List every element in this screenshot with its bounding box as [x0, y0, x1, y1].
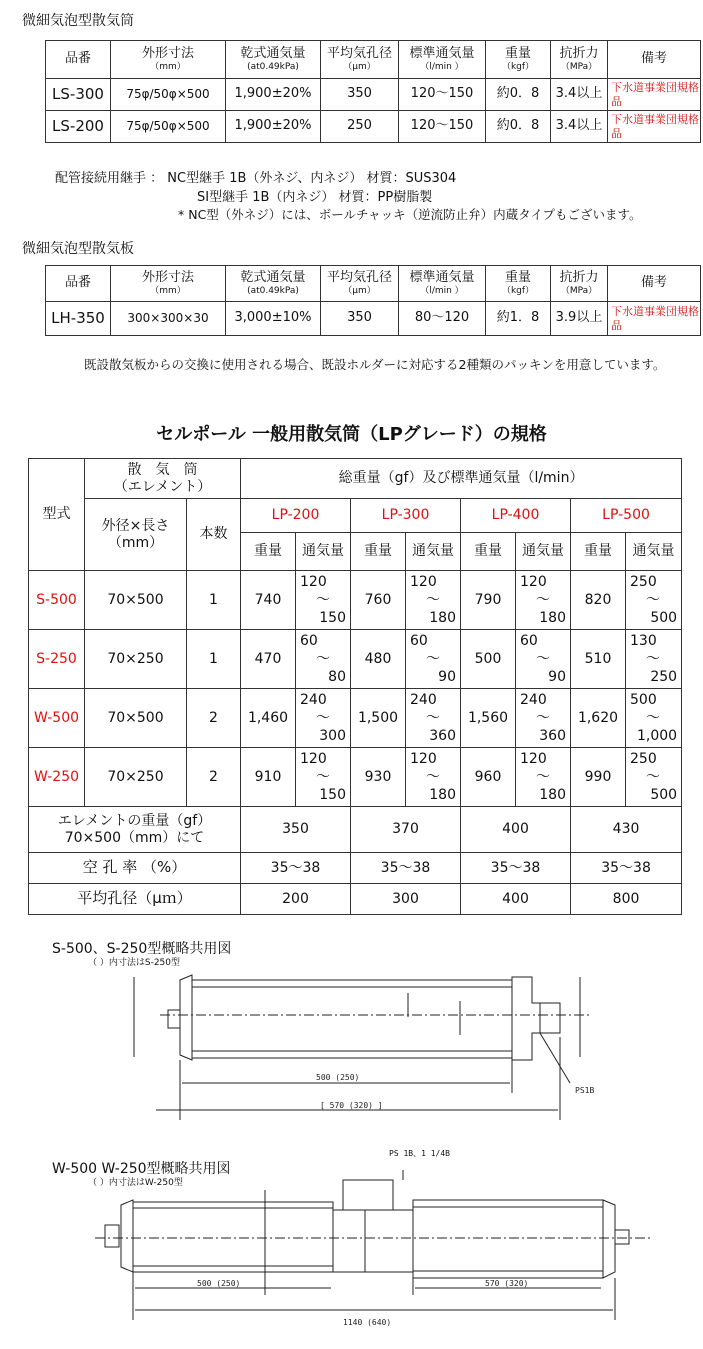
table-row [46, 79, 701, 111]
cell-type: S-500 [29, 571, 85, 630]
header-std-unit: （l/min ） [420, 285, 464, 296]
cell-pore: 350 [321, 79, 399, 111]
flow-sep: ～ [316, 769, 330, 785]
header-strength-unit: （MPa） [560, 61, 598, 72]
cell-weight: 790 [461, 571, 516, 630]
flow-min: 120 [410, 574, 437, 590]
pore-size-lp200: 200 [241, 884, 351, 915]
flow-min: 250 [630, 751, 657, 767]
flow-min: 120 [410, 751, 437, 767]
header-model: 品番 [46, 41, 111, 79]
table-row [29, 884, 682, 915]
header-element-sub: （エレメント） [113, 478, 212, 495]
flow-min: 120 [300, 751, 327, 767]
header-count: 本数 [187, 499, 241, 571]
header-dry-flow: 乾式通気量 [240, 45, 306, 61]
cell-strength: 3.4以上 [551, 111, 608, 143]
header-element: 散 気 筒 [127, 462, 198, 479]
cell-note: 下水道事業団規格品 [608, 79, 701, 111]
fine-bubble-plate-table [45, 265, 701, 336]
section-title-diffuser-tube: 微細気泡型散気筒 [22, 13, 134, 29]
cell-weight: 500 [461, 630, 516, 689]
element-weight-lp500: 430 [571, 807, 682, 853]
table-header-row [46, 41, 701, 79]
cell-flow [296, 689, 351, 748]
cell-size: 70×250 [85, 748, 187, 807]
cell-dry: 3,000±10% [226, 302, 321, 336]
section-title-diffuser-plate: 微細気泡型散気板 [22, 241, 134, 257]
joint-line-2: SI型継手 1B（内ネジ） 材質：PP樹脂製 [197, 190, 433, 205]
cell-flow [516, 630, 571, 689]
cell-count: 1 [187, 571, 241, 630]
flow-min: 240 [300, 692, 327, 708]
header-strength-unit: （MPa） [560, 285, 598, 296]
cell-strength: 3.4以上 [551, 79, 608, 111]
header-pore-unit: （μm） [343, 285, 376, 296]
flow-sep: ～ [646, 651, 660, 667]
header-std-flow: 標準通気量 [409, 269, 475, 285]
flow-min: 240 [410, 692, 437, 708]
flow-min: 60 [300, 633, 318, 649]
drawing2-port: PS 1B、1 1/4B [389, 1149, 450, 1158]
cell-weight: 990 [571, 748, 626, 807]
cell-flow [406, 571, 461, 630]
table-row [29, 689, 682, 748]
flow-min: 130 [630, 633, 657, 649]
cell-weight: 約0．8 [486, 111, 551, 143]
cell-weight: 760 [351, 571, 406, 630]
porosity-label: 空 孔 率 （%） [29, 853, 241, 884]
cell-pore: 350 [321, 302, 399, 336]
lp-grade-table [28, 458, 682, 915]
flow-max: 500 [650, 610, 678, 626]
table-row [29, 571, 682, 630]
flow-min: 120 [300, 574, 327, 590]
cell-flow [516, 748, 571, 807]
header-note: 備考 [608, 266, 701, 302]
table-row [46, 111, 701, 143]
cell-count: 2 [187, 748, 241, 807]
flow-max: 90 [438, 669, 456, 685]
table-header-row [46, 266, 701, 302]
element-weight-lp200: 350 [241, 807, 351, 853]
drawing2-subtitle: （ ）内寸法はW-250型 [88, 1178, 183, 1188]
header-strength: 抗折力 [559, 45, 599, 61]
drawing1-dim-total: [ 570 (320) ] [320, 1101, 383, 1110]
flow-min: 60 [410, 633, 428, 649]
header-flow: 通気量 [516, 533, 571, 571]
header-weight: 重量 [461, 533, 516, 571]
porosity-lp400: 35～38 [461, 853, 571, 884]
flow-max: 180 [429, 787, 456, 803]
header-flow: 通気量 [296, 533, 351, 571]
pore-size-lp400: 400 [461, 884, 571, 915]
flow-max: 150 [319, 787, 346, 803]
flow-sep: ～ [536, 710, 550, 726]
flow-max: 180 [429, 610, 456, 626]
flow-sep: ～ [316, 592, 330, 608]
flow-min: 120 [520, 574, 547, 590]
cell-flow [516, 689, 571, 748]
cell-dim: 75φ/50φ×500 [111, 79, 226, 111]
drawing1-dim-inner: 500 (250) [316, 1073, 360, 1082]
cell-type: S-250 [29, 630, 85, 689]
drawing1-title: S-500、S-250型概略共用図 [52, 941, 232, 957]
joint-line-3: * NC型（外ネジ）には、ボールチャッキ（逆流防止弁）内蔵タイプもございます。 [178, 207, 642, 222]
flow-sep: ～ [536, 592, 550, 608]
header-pore-unit: （μm） [343, 61, 376, 72]
element-weight-label-sub: 70×500（mm）にて [64, 829, 205, 846]
flow-sep: ～ [316, 651, 330, 667]
cell-dry: 1,900±20% [226, 79, 321, 111]
header-od-unit: （mm） [107, 534, 164, 551]
cell-dim: 75φ/50φ×500 [111, 111, 226, 143]
cell-weight: 820 [571, 571, 626, 630]
flow-max: 90 [548, 669, 566, 685]
cell-flow [296, 630, 351, 689]
header-weight: 重量 [351, 533, 406, 571]
cell-weight: 約1．8 [486, 302, 551, 336]
table-row [46, 302, 701, 336]
porosity-lp300: 35～38 [351, 853, 461, 884]
grade-lp300: LP-300 [351, 499, 461, 533]
flow-sep: ～ [316, 710, 330, 726]
cell-type: W-500 [29, 689, 85, 748]
grade-lp500: LP-500 [571, 499, 682, 533]
cell-model: LS-200 [46, 111, 111, 143]
cell-model: LH-350 [46, 302, 111, 336]
cell-flow [296, 748, 351, 807]
flow-min: 240 [520, 692, 547, 708]
cell-std: 120～150 [399, 79, 486, 111]
header-dim: 外形寸法 [141, 269, 194, 285]
cell-weight: 910 [241, 748, 296, 807]
flow-max: 150 [319, 610, 346, 626]
header-model: 品番 [46, 266, 111, 302]
header-weight-unit: （kgf） [501, 285, 535, 296]
cell-flow [626, 689, 682, 748]
flow-max: 1,000 [636, 728, 678, 744]
fine-bubble-tube-table [45, 40, 701, 143]
cell-weight: 470 [241, 630, 296, 689]
cell-weight: 740 [241, 571, 296, 630]
cell-count: 2 [187, 689, 241, 748]
header-std-unit: （l/min ） [420, 61, 464, 72]
pore-size-label: 平均孔径（μｍ） [29, 884, 241, 915]
flow-sep: ～ [536, 651, 550, 667]
cell-strength: 3.9以上 [551, 302, 608, 336]
header-note: 備考 [608, 41, 701, 79]
header-dry-flow: 乾式通気量 [240, 269, 306, 285]
drawing2-dim-right: 570 (320) [485, 1279, 529, 1288]
flow-max: 250 [650, 669, 678, 685]
header-dim-unit: （mm） [150, 61, 186, 72]
cell-flow [626, 571, 682, 630]
porosity-lp500: 35～38 [571, 853, 682, 884]
header-weight: 重量 [571, 533, 626, 571]
table-row [29, 807, 682, 853]
cell-flow [516, 571, 571, 630]
cell-std: 120～150 [399, 111, 486, 143]
table-row [29, 748, 682, 807]
drawing2-dim-left: 500 (250) [197, 1279, 241, 1288]
cell-flow [406, 748, 461, 807]
header-strength: 抗折力 [559, 269, 599, 285]
flow-max: 180 [539, 787, 566, 803]
header-std-flow: 標準通気量 [409, 45, 475, 61]
cell-flow [406, 630, 461, 689]
flow-min: 120 [520, 751, 547, 767]
header-dim-unit: （mm） [150, 285, 186, 296]
cell-flow [406, 689, 461, 748]
cell-note: 下水道事業団規格品 [608, 111, 701, 143]
cell-std: 80～120 [399, 302, 486, 336]
pore-size-lp500: 800 [571, 884, 682, 915]
flow-min: 500 [630, 692, 657, 708]
flow-min: 60 [520, 633, 538, 649]
cell-model: LS-300 [46, 79, 111, 111]
cell-flow [626, 630, 682, 689]
cell-size: 70×500 [85, 689, 187, 748]
cell-size: 70×250 [85, 630, 187, 689]
header-weight: 重量 [241, 533, 296, 571]
header-pore: 平均気孔径 [326, 45, 392, 61]
cell-weight: 1,560 [461, 689, 516, 748]
cell-weight: 約0．8 [486, 79, 551, 111]
flow-max: 360 [429, 728, 456, 744]
table-row [29, 853, 682, 884]
header-weight: 重量 [504, 45, 531, 61]
cell-note: 下水道事業団規格品 [608, 302, 701, 336]
cell-pore: 250 [321, 111, 399, 143]
flow-sep: ～ [646, 710, 660, 726]
flow-sep: ～ [426, 651, 440, 667]
table-row [29, 630, 682, 689]
header-type: 型式 [29, 459, 85, 571]
s-type-drawing [120, 965, 620, 1130]
lp-grade-title: セルポール 一般用散気筒（LPグレード）の規格 [156, 424, 547, 445]
cell-flow [626, 748, 682, 807]
cell-weight: 960 [461, 748, 516, 807]
drawing2-title: W-500 W-250型概略共用図 [52, 1161, 231, 1177]
cell-weight: 1,500 [351, 689, 406, 748]
element-weight-label: エレメントの重量（gf） [57, 813, 212, 830]
porosity-lp200: 35～38 [241, 853, 351, 884]
header-dry-unit: (at0.49kPa) [247, 285, 299, 296]
header-flow: 通気量 [626, 533, 682, 571]
pore-size-lp300: 300 [351, 884, 461, 915]
cell-dry: 1,900±20% [226, 111, 321, 143]
flow-sep: ～ [646, 769, 660, 785]
cell-weight: 1,460 [241, 689, 296, 748]
flow-sep: ～ [646, 592, 660, 608]
drawing1-port: PS1B [575, 1086, 595, 1095]
flow-max: 360 [539, 728, 566, 744]
flow-max: 500 [650, 787, 678, 803]
drawing1-subtitle: （ ）内寸法はS-250型 [88, 958, 180, 968]
header-dry-unit: (at0.49kPa) [247, 61, 299, 72]
cell-type: W-250 [29, 748, 85, 807]
flow-max: 180 [539, 610, 566, 626]
drawing2-dim-total: 1140 (640) [343, 1318, 392, 1327]
flow-sep: ～ [426, 769, 440, 785]
cell-count: 1 [187, 630, 241, 689]
cell-size: 70×500 [85, 571, 187, 630]
flow-sep: ～ [426, 592, 440, 608]
header-weight: 重量 [504, 269, 531, 285]
flow-max: 80 [328, 669, 346, 685]
flow-sep: ～ [426, 710, 440, 726]
cell-weight: 1,620 [571, 689, 626, 748]
cell-dim: 300×300×30 [111, 302, 226, 336]
w-type-drawing [85, 1170, 665, 1340]
joint-line-1: 配管接続用継手 ： NC型継手 1B（外ネジ、内ネジ） 材質：SUS304 [55, 171, 457, 186]
replacement-note: 既設散気板からの交換に使用される場合、既設ホルダーに対応する2種類のパッキンを用意しています。 [84, 357, 666, 372]
flow-sep: ～ [536, 769, 550, 785]
cell-flow [296, 571, 351, 630]
grade-lp400: LP-400 [461, 499, 571, 533]
header-od: 外径×長さ [101, 518, 170, 535]
header-pore: 平均気孔径 [326, 269, 392, 285]
grade-lp200: LP-200 [241, 499, 351, 533]
cell-weight: 930 [351, 748, 406, 807]
cell-weight: 510 [571, 630, 626, 689]
flow-max: 300 [319, 728, 346, 744]
cell-weight: 480 [351, 630, 406, 689]
header-dim: 外形寸法 [141, 45, 194, 61]
header-flow: 通気量 [406, 533, 461, 571]
element-weight-lp400: 400 [461, 807, 571, 853]
header-weight-unit: （kgf） [501, 61, 535, 72]
header-total: 総重量（gf）及び標準通気量（l/min） [241, 459, 682, 499]
flow-min: 250 [630, 574, 657, 590]
element-weight-lp300: 370 [351, 807, 461, 853]
